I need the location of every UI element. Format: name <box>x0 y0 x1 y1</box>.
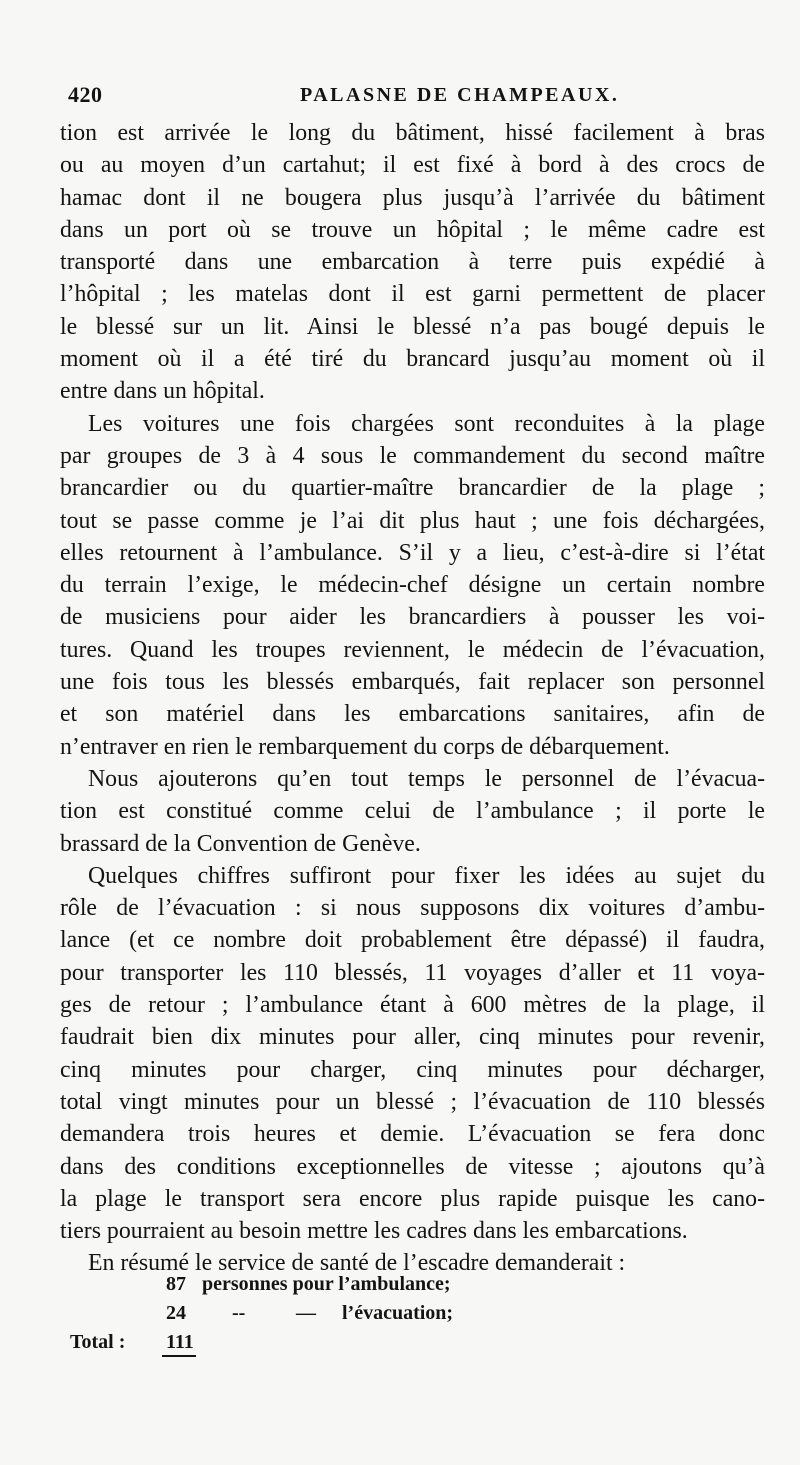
text-line: tion est arrivée le long du bâtiment, hissé facilement à bras <box>60 120 765 146</box>
text-line: brancardier ou du quartier-maître brancardier de la plage ; <box>60 475 765 502</box>
summary-number: 87 <box>166 1273 186 1295</box>
text-line: par groupes de 3 à 4 sous le commandement du second maître <box>60 442 765 469</box>
text-line: faudrait bien dix minutes pour aller, cinq minutes pour revenir, <box>60 1024 765 1051</box>
total-number: 111 <box>166 1331 194 1353</box>
text-line: le blessé sur un lit. Ainsi le blessé n’a pas bougé depuis le <box>60 313 765 340</box>
text-line: moment où il a été tiré du brancard jusqu’au moment où il <box>60 346 765 373</box>
text-line: la plage le transport sera encore plus rapide puisque les cano- <box>60 1185 765 1212</box>
text-line: tures. Quand les troupes reviennent, le médecin de l’évacuation, <box>60 636 765 663</box>
summary-number: 24 <box>166 1302 186 1324</box>
text-line: pour transporter les 110 blessés, 11 voyages d’aller et 11 voya- <box>60 959 765 986</box>
text-line: de musiciens pour aider les brancardiers à pousser les voi- <box>60 604 765 631</box>
page-header <box>68 82 768 112</box>
text-line: et son matériel dans les embarcations sanitaires, afin de <box>60 701 765 728</box>
text-line: n’entraver en rien le rembarquement du corps de débarquement. <box>60 733 670 760</box>
ditto-mark: — <box>296 1302 316 1324</box>
text-line: tion est constitué comme celui de l’ambulance ; il porte le <box>60 798 765 825</box>
text-line: lance (et ce nombre doit probablement être dépassé) il faudra, <box>60 927 765 954</box>
text-line: dans un port où se trouve un hôpital ; le même cadre est <box>60 216 765 243</box>
page-number: 420 <box>68 82 103 107</box>
summary-row-total <box>60 1328 560 1357</box>
text-line: du terrain l’exige, le médecin-chef désigne un certain nombre <box>60 572 765 599</box>
text-line: cinq minutes pour charger, cinq minutes pour décharger, <box>60 1056 765 1083</box>
summary-table <box>60 1270 560 1357</box>
text-line: elles retournent à l’ambulance. S’il y a lieu, c’est-à-dire si l’état <box>60 539 765 566</box>
text-line: transporté dans une embarcation à terre puis expédié à <box>60 249 765 276</box>
text-line: brassard de la Convention de Genève. <box>60 830 421 857</box>
text-line: Les voitures une fois chargées sont reconduites à la plage <box>88 410 765 437</box>
text-line: entre dans un hôpital. <box>60 378 265 405</box>
text-line: ou au moyen d’un cartahut; il est fixé à bord à des crocs de <box>60 152 765 179</box>
summary-label: l’évacuation; <box>342 1302 454 1324</box>
text-line: tout se passe comme je l’ai dit plus haut ; une fois déchargées, <box>60 507 765 534</box>
text-line: une fois tous les blessés embarqués, fait replacer son personnel <box>60 669 765 696</box>
text-line: Nous ajouterons qu’en tout temps le personnel de l’évacua- <box>88 765 765 792</box>
text-line: l’hôpital ; les matelas dont il est garni permettent de placer <box>60 281 765 308</box>
body-text <box>60 117 765 1280</box>
ditto-mark: -- <box>232 1302 246 1324</box>
text-line: hamac dont il ne bougera plus jusqu’à l’arrivée du bâtiment <box>60 184 765 211</box>
text-line: demandera trois heures et demie. L’évacuation se fera donc <box>60 1121 765 1148</box>
running-head: PALASNE DE CHAMPEAUX. <box>300 84 620 106</box>
text-line: ges de retour ; l’ambulance étant à 600 mètres de la plage, il <box>60 992 765 1019</box>
text-line: rôle de l’évacuation : si nous supposons dix voitures d’ambu- <box>60 895 765 922</box>
text-line: tiers pourraient au besoin mettre les cadres dans les embarcations. <box>60 1218 688 1245</box>
text-line: En résumé le service de santé de l’escadre demanderait : <box>88 1250 626 1277</box>
text-line: total vingt minutes pour un blessé ; l’évacuation de 110 blessés <box>60 1088 765 1115</box>
text-line: dans des conditions exceptionnelles de vitesse ; ajoutons qu’à <box>60 1153 765 1180</box>
total-label: Total : <box>70 1331 126 1353</box>
text-line: Quelques chiffres suffiront pour fixer les idées au sujet du <box>88 862 765 889</box>
summary-label: personnes pour l’ambulance; <box>202 1273 451 1295</box>
summary-row-ambulance <box>60 1270 560 1299</box>
summary-row-evacuation <box>60 1299 560 1328</box>
